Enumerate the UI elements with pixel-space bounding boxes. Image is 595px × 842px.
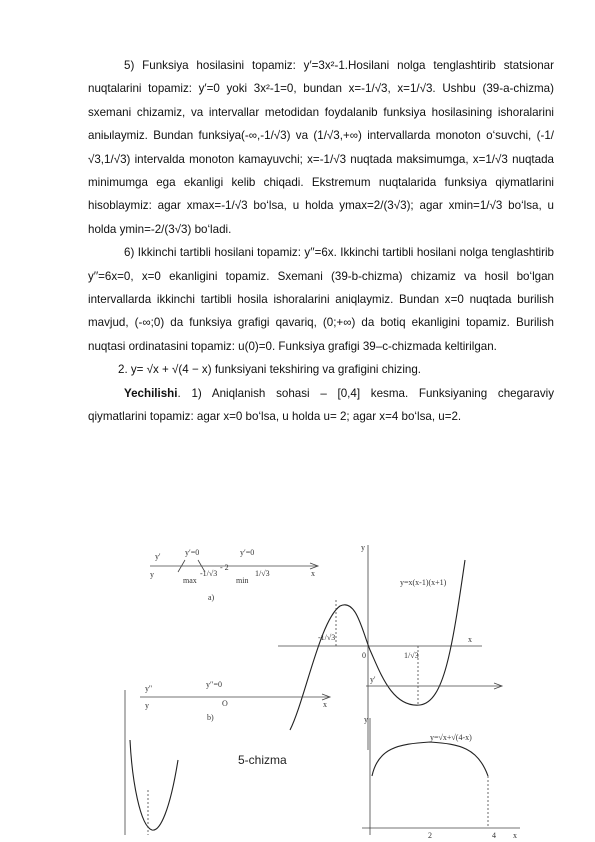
p5-text: 5) Funksiya hosilasini topamiz: y′=3x²-1.Hosilani nolga tenglashtirib statsionar nuqtalarini topamiz: y′=0 yoki 3x²-1=0, bundan x=-1/√3, x=1/√3. Ushbu (39-a-chizma) sxemani chizamiz, va intervallar metodidan foydalanib funksiya hosilasining ishoralarini aniыlaymiz. Bundan funksiya(-∞,-1/√3) va (1/√3,+∞) intervallarda monoton o‘suvchi, (-1/√3,1/√3) intervalda monoton kamayuvchi; x=-1/√3 nuqtada maksimumga, x=1/√3 nuqtada minimumga ega ekanligi kelib chiqadi. Ekstremum nuqtalarida funksiya qiymatlarini hisoblaymiz: agar xmax=-1/√3 bo‘lsa, u holda ymax=2/(3√3); agar xmin=1/√3 bo‘lsa, u holda ymin=-2/(3√3) bo‘ladi. (88, 59, 554, 236)
scheme-a (150, 548, 318, 602)
scheme-b-o: O (222, 699, 228, 708)
scheme-a-min: min (236, 576, 249, 585)
scheme-a-pt1: -1/√3 (200, 569, 218, 578)
scheme-b-x: x (323, 700, 327, 709)
scheme-b (140, 680, 330, 722)
scheme-a-max: max (183, 576, 197, 585)
small-label: y' (370, 675, 376, 684)
scheme-a-minus: - 2 (220, 563, 229, 572)
graph-c-o: 0 (362, 651, 366, 660)
graph-d-curve (372, 742, 488, 776)
graph-d-four: 4 (492, 831, 496, 840)
scheme-a-yzero-2: y′=0 (240, 548, 255, 557)
scheme-b-y0: y (145, 701, 149, 710)
p6-text: 6) Ikkinchi tartibli hosilani topamiz: y′′=6x. Ikkinchi tartibli hosilani nolga tenglashtirib y′′=6x=0, x=0 ekanligini topamiz. Sxemani (39-b-chizma) chizamiz va hosil bo‘lgan intervallarda ikkinchi tartibli hosila ishoralarini aniqlaymiz. Bundan x=0 nuqtada burilish mavjud, (-∞;0) da funksiya grafigi qavariq, (0;+∞) da botiq ekanligini topamiz. Burilish nuqtasi ordinatasini topamiz: u(0)=0. Funksiya grafigi 39–c-chizmada keltirilgan. (88, 246, 554, 353)
graph-c-l: -1/√3 (318, 633, 336, 642)
scheme-a-y0: y (150, 570, 154, 579)
graph-d-formula: y=√x+√(4-x) (430, 733, 472, 742)
solution-label: Yechilishi (124, 386, 178, 400)
graph-c-r: 1/√3 (404, 651, 419, 660)
solution-text: . 1) Aniqlanish sohasi – [0,4] kesma. Funksiyaning chegaraviy qiymatlarini topamiz: agar x=0 bo‘lsa, u holda u= 2; agar x=4 bo‘lsa, u=2. (88, 386, 554, 424)
figure-caption: 5-chizma (238, 753, 287, 767)
graph-c-formula: y=x(x-1)(x+1) (400, 578, 447, 587)
graph-d-y: y (364, 715, 368, 724)
scheme-a-yzero: y′=0 (185, 548, 200, 557)
graph-left (125, 690, 178, 835)
graph-left-curve (130, 740, 178, 830)
graph-c-x: x (468, 635, 472, 644)
small-scheme (366, 675, 502, 689)
scheme-a-label: a) (208, 593, 215, 602)
scheme-a-y1: y' (155, 552, 161, 561)
scheme-b-label: b) (207, 713, 214, 722)
scheme-a-pt2: 1/√3 (255, 569, 270, 578)
scheme-b-yz: y′′=0 (206, 680, 223, 689)
scheme-b-y1: y'' (145, 684, 152, 693)
graph-d-x: x (513, 831, 517, 840)
scheme-a-x: x (311, 569, 315, 578)
graph-d-two: 2 (428, 831, 432, 840)
graph-c-y: y (361, 543, 365, 552)
task-2-text: 2. y= √x + √(4 − x) funksiyani tekshiring va grafigini chizing. (118, 363, 422, 377)
graph-d (362, 715, 520, 840)
graph-c (278, 543, 482, 750)
